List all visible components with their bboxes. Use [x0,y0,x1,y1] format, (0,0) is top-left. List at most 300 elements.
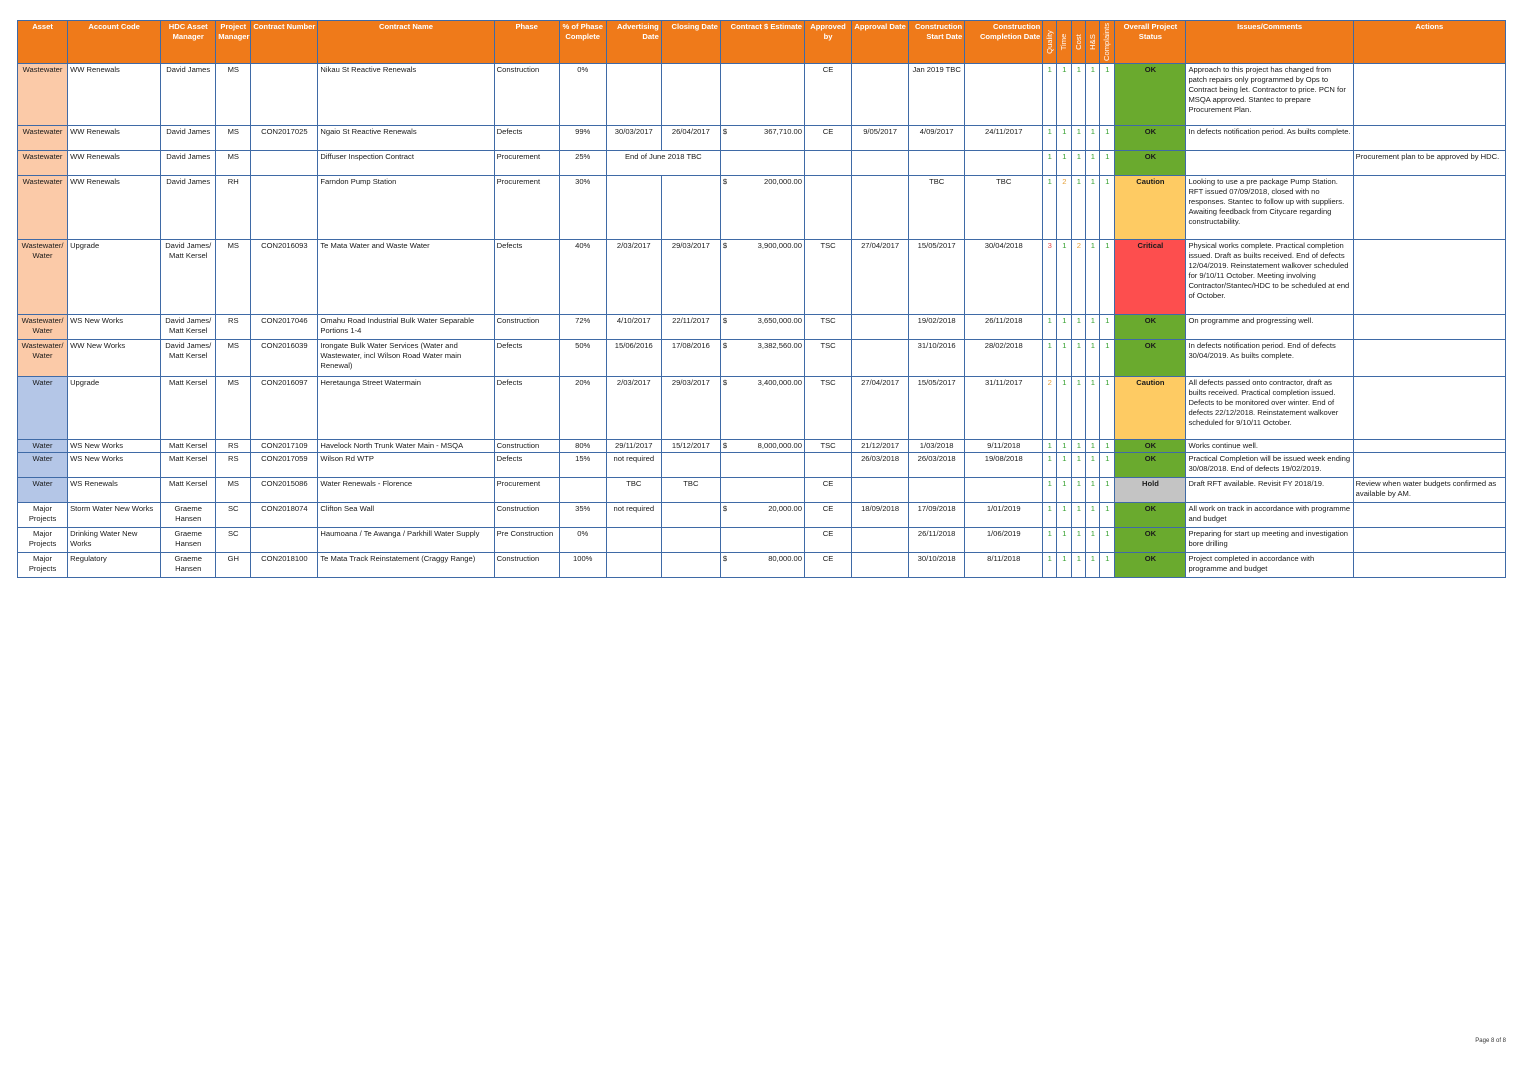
cell-advertising-date: not required [606,503,661,528]
cell-contract-number: CON2016039 [251,340,318,377]
cell-actions [1353,528,1505,553]
cell-account-code: WS New Works [68,453,161,478]
cell-project-manager: GH [216,553,251,578]
cell-cost: 1 [1072,553,1086,578]
cell-project-manager: MS [216,151,251,176]
cell-construction-start: 26/11/2018 [909,528,965,553]
cell-approval-date: 9/05/2017 [852,126,909,151]
cell-contract-number: CON2016093 [251,240,318,315]
cell-asset: Wastewater/ Water [18,340,68,377]
cell-hdc-asset-manager: Graeme Hansen [161,503,216,528]
cell-contract-estimate [720,64,804,126]
table-body [18,64,1506,578]
cell-account-code: WW Renewals [68,151,161,176]
cell-advertising-date: 2/03/2017 [606,377,661,440]
cell-overall-status: OK [1115,553,1186,578]
cell-hdc-asset-manager: David James [161,176,216,240]
cell-project-manager: RH [216,176,251,240]
table-row [18,64,1506,126]
estimate-value: 8,000,000.00 [757,441,802,450]
cell-phase: Defects [494,377,559,440]
cell-issues-comments: In defects notification period. As builts complete. [1186,126,1353,151]
cell-quality: 3 [1043,240,1057,315]
cell-approval-date: 21/12/2017 [852,440,909,453]
cell-overall-status: Caution [1115,176,1186,240]
cell-hdc-asset-manager: Graeme Hansen [161,553,216,578]
cell-time: 1 [1057,315,1072,340]
cell-time: 1 [1057,151,1072,176]
cell-advertising-date [606,553,661,578]
cell-asset: Major Projects [18,503,68,528]
col-construction-completion: Construction Completion Date [965,21,1043,64]
cell-advertising-date: 4/10/2017 [606,315,661,340]
col-hs [1086,21,1100,64]
cell-contract-estimate [720,377,804,440]
cell-hdc-asset-manager: David James [161,151,216,176]
cell-hdc-asset-manager: David James/ Matt Kersel [161,340,216,377]
cell-approval-date [852,340,909,377]
cell-issues-comments: On programme and progressing well. [1186,315,1353,340]
cell-closing-date: 17/08/2016 [661,340,720,377]
cell-time: 1 [1057,240,1072,315]
cell-cost: 1 [1072,377,1086,440]
col-issues: Issues/Comments [1186,21,1353,64]
cell-quality: 1 [1043,453,1057,478]
cell-phase: Defects [494,340,559,377]
cell-asset: Wastewater/ Water [18,315,68,340]
cell-construction-start: 19/02/2018 [909,315,965,340]
cell-closing-date: TBC [661,478,720,503]
cell-asset: Water [18,440,68,453]
cell-project-manager: SC [216,503,251,528]
cell-overall-status: OK [1115,528,1186,553]
cell-construction-start: 30/10/2018 [909,553,965,578]
col-hs-label: H&S [1087,34,1097,50]
currency-symbol: $ [722,341,728,350]
cell-overall-status: Critical [1115,240,1186,315]
cell-overall-status: Caution [1115,377,1186,440]
project-status-table [17,20,1506,578]
cell-hdc-asset-manager: David James/ Matt Kersel [161,240,216,315]
cell-overall-status: OK [1115,503,1186,528]
cell-approval-date [852,151,909,176]
cell-construction-completion: 1/01/2019 [965,503,1043,528]
table-row [18,315,1506,340]
cell-project-manager: MS [216,126,251,151]
cell-construction-completion: TBC [965,176,1043,240]
cell-asset: Major Projects [18,553,68,578]
cell-contract-number [251,151,318,176]
table-row [18,176,1506,240]
cell-account-code: Drinking Water New Works [68,528,161,553]
table-row [18,240,1506,315]
col-complaints [1100,21,1115,64]
cell-hs: 1 [1086,151,1100,176]
col-overall-status: Overall Project Status [1115,21,1186,64]
cell-approval-date: 27/04/2017 [852,240,909,315]
cell-time: 1 [1057,440,1072,453]
cell-phase: Construction [494,315,559,340]
cell-advertising-date: not required [606,453,661,478]
cell-issues-comments: All work on track in accordance with programme and budget [1186,503,1353,528]
cell-approved-by: TSC [805,440,852,453]
cell-phase: Defects [494,453,559,478]
cell-cost: 1 [1072,151,1086,176]
cell-construction-start [909,151,965,176]
cell-quality: 1 [1043,315,1057,340]
cell-project-manager: MS [216,240,251,315]
cell-advertising-date: 15/06/2016 [606,340,661,377]
cell-advertising-date [606,528,661,553]
cell-complaints: 1 [1100,176,1115,240]
table-row [18,377,1506,440]
cell-contract-number [251,64,318,126]
col-approved-by: Approved by [805,21,852,64]
estimate-value: 3,900,000.00 [757,241,802,250]
estimate-value: 20,000.00 [768,504,802,513]
cell-quality: 1 [1043,440,1057,453]
cell-issues-comments: In defects notification period. End of defects 30/04/2019. As builts complete. [1186,340,1353,377]
cell-account-code: WW New Works [68,340,161,377]
cell-construction-completion [965,64,1043,126]
cell-closing-date [661,503,720,528]
col-time-label: Time [1059,33,1069,51]
cell-advertising-date: 2/03/2017 [606,240,661,315]
cell-closing-date: 15/12/2017 [661,440,720,453]
cell-hs: 1 [1086,64,1100,126]
cell-issues-comments: Works continue well. [1186,440,1353,453]
cell-hs: 1 [1086,478,1100,503]
cell-project-manager: RS [216,440,251,453]
cell-complaints: 1 [1100,440,1115,453]
cell-contract-number: CON2017059 [251,453,318,478]
cell-cost: 1 [1072,340,1086,377]
cell-time: 2 [1057,176,1072,240]
cell-hs: 1 [1086,176,1100,240]
table-row [18,553,1506,578]
cell-hs: 1 [1086,315,1100,340]
cell-construction-start: 31/10/2016 [909,340,965,377]
cell-phase: Procurement [494,151,559,176]
cell-contract-number: CON2018074 [251,503,318,528]
cell-construction-completion: 26/11/2018 [965,315,1043,340]
cell-cost: 1 [1072,478,1086,503]
col-cost-label: Cost [1073,34,1083,50]
cell-contract-number: CON2016097 [251,377,318,440]
col-contract-number: Contract Number [251,21,318,64]
col-actions: Actions [1353,21,1505,64]
cell-hs: 1 [1086,126,1100,151]
cell-cost: 1 [1072,528,1086,553]
cell-contract-name: Te Mata Track Reinstatement (Craggy Range) [318,553,494,578]
cell-cost: 1 [1072,64,1086,126]
cell-contract-number: CON2017046 [251,315,318,340]
cell-hdc-asset-manager: Matt Kersel [161,478,216,503]
cell-overall-status: OK [1115,453,1186,478]
cell-closing-date [661,176,720,240]
estimate-value: 3,382,560.00 [757,341,802,350]
cell-contract-number [251,528,318,553]
cell-pct-complete: 15% [559,453,606,478]
cell-cost: 1 [1072,453,1086,478]
cell-contract-name: Nikau St Reactive Renewals [318,64,494,126]
cell-approved-by: TSC [805,315,852,340]
cell-quality: 1 [1043,553,1057,578]
cell-hdc-asset-manager: David James [161,64,216,126]
cell-issues-comments: Draft RFT available. Revisit FY 2018/19. [1186,478,1353,503]
cell-complaints: 1 [1100,315,1115,340]
cell-approval-date: 27/04/2017 [852,377,909,440]
currency-symbol: $ [722,316,728,325]
estimate-value: 3,650,000.00 [757,316,802,325]
cell-actions [1353,64,1505,126]
cell-actions [1353,315,1505,340]
cell-closing-date [661,64,720,126]
cell-approval-date [852,176,909,240]
cell-approved-by: CE [805,528,852,553]
cell-hs: 1 [1086,553,1100,578]
cell-phase: Construction [494,553,559,578]
cell-approval-date [852,553,909,578]
cell-contract-estimate [720,126,804,151]
cell-construction-completion: 28/02/2018 [965,340,1043,377]
cell-approved-by [805,151,852,176]
cell-hs: 1 [1086,503,1100,528]
cell-quality: 1 [1043,503,1057,528]
cell-project-manager: MS [216,64,251,126]
cell-overall-status: OK [1115,64,1186,126]
cell-contract-name: Diffuser Inspection Contract [318,151,494,176]
cell-time: 1 [1057,478,1072,503]
cell-actions [1353,176,1505,240]
cell-pct-complete: 72% [559,315,606,340]
cell-advertising-date [606,176,661,240]
col-advertising-date: Advertising Date [606,21,661,64]
cell-complaints: 1 [1100,240,1115,315]
cell-phase: Procurement [494,176,559,240]
cell-actions [1353,440,1505,453]
cell-account-code: WS New Works [68,440,161,453]
cell-asset: Wastewater [18,126,68,151]
cell-contract-number: CON2017025 [251,126,318,151]
table-row [18,126,1506,151]
col-asset: Asset [18,21,68,64]
col-cost [1072,21,1086,64]
table-row [18,340,1506,377]
cell-approval-date: 26/03/2018 [852,453,909,478]
estimate-value: 367,710.00 [763,127,802,136]
cell-contract-estimate [720,453,804,478]
cell-contract-name: Haumoana / Te Awanga / Parkhill Water Supply [318,528,494,553]
cell-quality: 1 [1043,340,1057,377]
cell-advertising-date: 30/03/2017 [606,126,661,151]
cell-overall-status: Hold [1115,478,1186,503]
col-project-manager: Project Manager [216,21,251,64]
cell-construction-start [909,478,965,503]
cell-approved-by: CE [805,126,852,151]
cell-contract-name: Havelock North Trunk Water Main - MSQA [318,440,494,453]
cell-contract-name: Wilson Rd WTP [318,453,494,478]
cell-approved-by: CE [805,503,852,528]
currency-symbol: $ [722,554,728,563]
cell-contract-number: CON2018100 [251,553,318,578]
cell-quality: 1 [1043,528,1057,553]
cell-asset: Major Projects [18,528,68,553]
cell-hs: 1 [1086,528,1100,553]
cell-actions [1353,340,1505,377]
cell-pct-complete: 0% [559,64,606,126]
cell-pct-complete: 35% [559,503,606,528]
cell-issues-comments: Project completed in accordance with programme and budget [1186,553,1353,578]
cell-construction-start: 26/03/2018 [909,453,965,478]
cell-quality: 1 [1043,478,1057,503]
col-complaints-label: Complaints [1102,23,1112,61]
cell-contract-name: Clifton Sea Wall [318,503,494,528]
cell-contract-estimate [720,553,804,578]
cell-account-code: Storm Water New Works [68,503,161,528]
cell-contract-number: CON2017109 [251,440,318,453]
cell-quality: 1 [1043,151,1057,176]
cell-account-code: WW Renewals [68,64,161,126]
cell-hs: 1 [1086,340,1100,377]
cell-pct-complete: 50% [559,340,606,377]
cell-actions: Procurement plan to be approved by HDC. [1353,151,1505,176]
cell-complaints: 1 [1100,64,1115,126]
estimate-value: 200,000.00 [763,177,802,186]
cell-construction-completion: 9/11/2018 [965,440,1043,453]
cell-overall-status: OK [1115,151,1186,176]
cell-hs: 1 [1086,240,1100,315]
cell-pct-complete: 20% [559,377,606,440]
col-contract-estimate: Contract $ Estimate [720,21,804,64]
cell-account-code: Upgrade [68,240,161,315]
col-quality [1043,21,1057,64]
cell-contract-estimate [720,176,804,240]
cell-construction-completion: 31/11/2017 [965,377,1043,440]
cell-cost: 1 [1072,503,1086,528]
cell-asset: Water [18,453,68,478]
cell-complaints: 1 [1100,340,1115,377]
cell-quality: 1 [1043,176,1057,240]
cell-cost: 1 [1072,176,1086,240]
cell-closing-date: 22/11/2017 [661,315,720,340]
col-account-code: Account Code [68,21,161,64]
cell-construction-start: 15/05/2017 [909,240,965,315]
cell-project-manager: MS [216,478,251,503]
cell-quality: 1 [1043,64,1057,126]
cell-project-manager: RS [216,315,251,340]
cell-construction-start: Jan 2019 TBC [909,64,965,126]
cell-pct-complete: 100% [559,553,606,578]
table-row [18,151,1506,176]
cell-complaints: 1 [1100,126,1115,151]
cell-cost: 1 [1072,440,1086,453]
col-time [1057,21,1072,64]
cell-approval-date: 18/09/2018 [852,503,909,528]
cell-construction-start: 17/09/2018 [909,503,965,528]
cell-contract-estimate [720,440,804,453]
cell-contract-name: Te Mata Water and Waste Water [318,240,494,315]
cell-actions [1353,377,1505,440]
cell-approved-by [805,176,852,240]
table-row [18,503,1506,528]
cell-time: 1 [1057,553,1072,578]
cell-asset: Wastewater [18,64,68,126]
cell-complaints: 1 [1100,553,1115,578]
advertising-closing-note: End of June 2018 TBC [624,152,702,161]
cell-issues-comments: Physical works complete. Practical completion issued. Draft as builts received. End of defects 12/04/2019. Reinstatement walkover scheduled for 9/10/11 October. Meeting involving Contractor/Stantec/HDC to be scheduled at end of October. [1186,240,1353,315]
cell-construction-completion: 8/11/2018 [965,553,1043,578]
cell-contract-estimate [720,315,804,340]
cell-construction-start: 1/03/2018 [909,440,965,453]
cell-closing-date: 29/03/2017 [661,240,720,315]
cell-account-code: WS Renewals [68,478,161,503]
col-phase: Phase [494,21,559,64]
cell-construction-completion: 24/11/2017 [965,126,1043,151]
table-row [18,453,1506,478]
cell-pct-complete [559,478,606,503]
cell-complaints: 1 [1100,377,1115,440]
estimate-value: 3,400,000.00 [757,378,802,387]
cell-advertising-date: TBC [606,478,661,503]
cell-hdc-asset-manager: Matt Kersel [161,377,216,440]
currency-symbol: $ [722,127,728,136]
currency-symbol: $ [722,441,728,450]
cell-hdc-asset-manager: Graeme Hansen [161,528,216,553]
cell-contract-name: Water Renewals - Florence [318,478,494,503]
cell-approval-date [852,528,909,553]
cell-construction-completion: 19/08/2018 [965,453,1043,478]
cell-approved-by: CE [805,64,852,126]
cell-closing-date [661,528,720,553]
cell-issues-comments: Practical Completion will be issued week ending 30/08/2018. End of defects 19/02/2019. [1186,453,1353,478]
cell-hdc-asset-manager: Matt Kersel [161,453,216,478]
col-quality-label: Quality [1044,30,1054,54]
cell-complaints: 1 [1100,503,1115,528]
cell-construction-completion [965,478,1043,503]
cell-time: 1 [1057,64,1072,126]
cell-hdc-asset-manager: David James [161,126,216,151]
cell-project-manager: RS [216,453,251,478]
cell-phase: Construction [494,64,559,126]
cell-asset: Water [18,478,68,503]
cell-asset: Water [18,377,68,440]
cell-approved-by: TSC [805,377,852,440]
cell-hdc-asset-manager: Matt Kersel [161,440,216,453]
cell-quality: 1 [1043,126,1057,151]
cell-time: 1 [1057,377,1072,440]
cell-time: 1 [1057,453,1072,478]
cell-contract-name: Irongate Bulk Water Services (Water and Wastewater, incl Wilson Road Water main Renewal) [318,340,494,377]
cell-contract-estimate [720,151,804,176]
currency-symbol: $ [722,504,728,513]
cell-project-manager: MS [216,340,251,377]
cell-contract-estimate [720,528,804,553]
cell-approval-date [852,478,909,503]
currency-symbol: $ [722,177,728,186]
cell-complaints: 1 [1100,151,1115,176]
cell-pct-complete: 40% [559,240,606,315]
cell-account-code: WW Renewals [68,176,161,240]
currency-symbol: $ [722,241,728,250]
cell-advertising-closing-note [606,151,720,176]
cell-contract-estimate [720,503,804,528]
cell-cost: 1 [1072,315,1086,340]
cell-account-code: Regulatory [68,553,161,578]
cell-hs: 1 [1086,377,1100,440]
cell-overall-status: OK [1115,340,1186,377]
cell-overall-status: OK [1115,315,1186,340]
